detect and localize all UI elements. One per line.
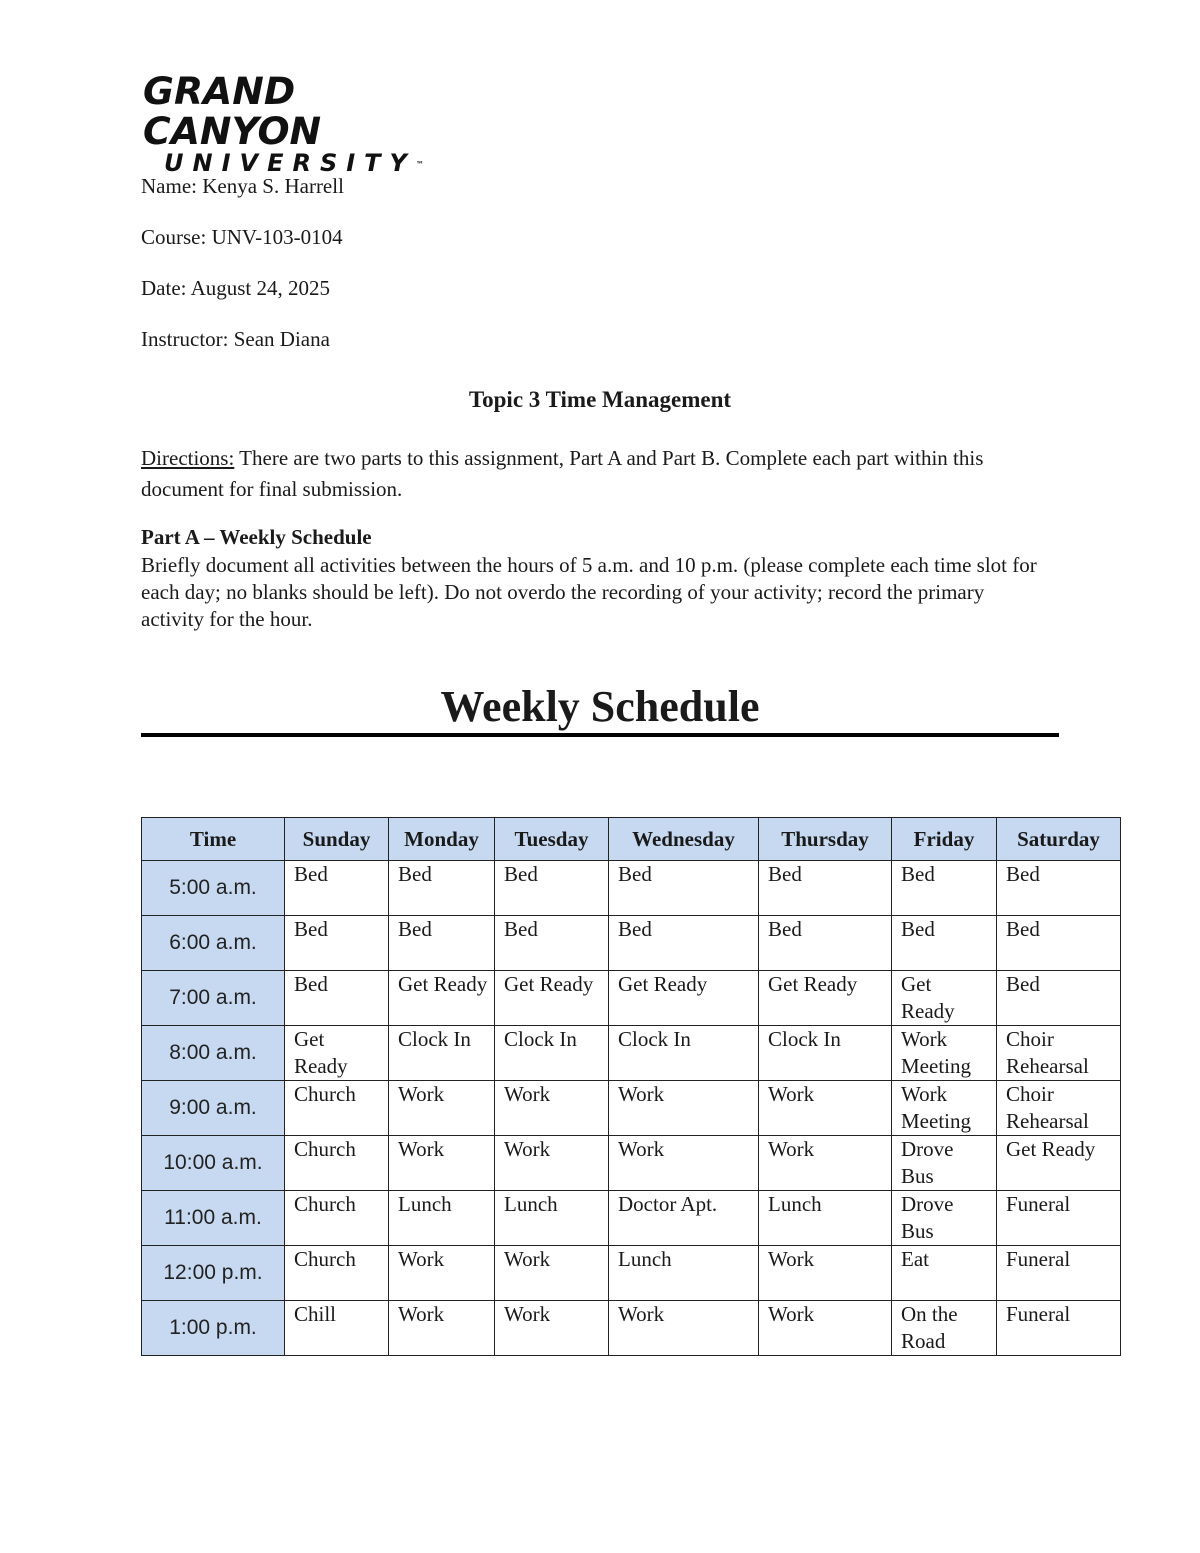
activity-cell: Bed	[285, 916, 389, 971]
activity-cell: Work	[609, 1136, 759, 1191]
table-row	[142, 1026, 1121, 1081]
activity-cell: Get Ready	[609, 971, 759, 1026]
activity-cell: Work	[759, 1301, 892, 1356]
activity-cell: Bed	[389, 916, 495, 971]
activity-cell: Get Ready	[495, 971, 609, 1026]
activity-cell: Bed	[285, 971, 389, 1026]
activity-cell: Bed	[892, 861, 997, 916]
activity-cell: Eat	[892, 1246, 997, 1301]
column-header-time: Time	[142, 818, 285, 861]
directions-paragraph	[141, 443, 1071, 505]
directions-text: There are two parts to this assignment, Part A and Part B. Complete each part within this document for final submission.	[141, 446, 984, 501]
time-slot-cell: 11:00 a.m.	[142, 1191, 285, 1246]
activity-cell: Bed	[997, 916, 1121, 971]
university-logo	[143, 72, 463, 176]
activity-cell: Work	[759, 1081, 892, 1136]
activity-cell: Chill	[285, 1301, 389, 1356]
time-slot-cell: 12:00 p.m.	[142, 1246, 285, 1301]
logo-trademark: ™	[415, 160, 424, 169]
activity-cell: On the Road	[892, 1301, 997, 1356]
activity-cell: Lunch	[495, 1191, 609, 1246]
time-slot-cell: 6:00 a.m.	[142, 916, 285, 971]
activity-cell: Church	[285, 1191, 389, 1246]
activity-cell: Doctor Apt.	[609, 1191, 759, 1246]
activity-cell: Bed	[609, 916, 759, 971]
activity-cell: Funeral	[997, 1246, 1121, 1301]
table-row	[142, 861, 1121, 916]
activity-cell: Work	[495, 1081, 609, 1136]
table-row	[142, 1081, 1121, 1136]
activity-cell: Choir Rehearsal	[997, 1081, 1121, 1136]
activity-cell: Work	[609, 1301, 759, 1356]
table-row	[142, 1136, 1121, 1191]
course-code: Course: UNV-103-0104	[141, 225, 343, 249]
activity-cell: Work	[495, 1136, 609, 1191]
column-header-monday: Monday	[389, 818, 495, 861]
activity-cell: Bed	[997, 861, 1121, 916]
time-slot-cell: 5:00 a.m.	[142, 861, 285, 916]
weekly-schedule-title: Weekly Schedule	[440, 682, 760, 731]
activity-cell: Funeral	[997, 1191, 1121, 1246]
activity-cell: Work	[389, 1301, 495, 1356]
table-body	[142, 861, 1121, 1356]
activity-cell: Bed	[759, 861, 892, 916]
activity-cell: Lunch	[759, 1191, 892, 1246]
time-slot-cell: 8:00 a.m.	[142, 1026, 285, 1081]
activity-cell: Church	[285, 1246, 389, 1301]
table-row	[142, 971, 1121, 1026]
activity-cell: Bed	[997, 971, 1121, 1026]
activity-cell: Church	[285, 1136, 389, 1191]
time-slot-cell: 7:00 a.m.	[142, 971, 285, 1026]
time-slot-cell: 10:00 a.m.	[142, 1136, 285, 1191]
topic-title: Topic 3 Time Management	[468, 387, 732, 412]
table-row	[142, 1301, 1121, 1356]
title-underline-rule	[141, 733, 1059, 737]
activity-cell: Bed	[285, 861, 389, 916]
activity-cell: Drove Bus	[892, 1136, 997, 1191]
activity-cell: Bed	[759, 916, 892, 971]
activity-cell: Get Ready	[389, 971, 495, 1026]
part-a-heading: Part A – Weekly Schedule	[141, 525, 372, 549]
table-row	[142, 1191, 1121, 1246]
table-row	[142, 1246, 1121, 1301]
activity-cell: Clock In	[389, 1026, 495, 1081]
column-header-sunday: Sunday	[285, 818, 389, 861]
table-header-row	[142, 818, 1121, 861]
logo-line-grand-canyon: GRAND CANYON	[143, 70, 322, 153]
activity-cell: Work	[389, 1136, 495, 1191]
table-row	[142, 916, 1121, 971]
activity-cell: Get Ready	[892, 971, 997, 1026]
activity-cell: Work	[609, 1081, 759, 1136]
logo-line-university	[164, 150, 463, 176]
activity-cell: Work Meeting	[892, 1026, 997, 1081]
activity-cell: Work Meeting	[892, 1081, 997, 1136]
column-header-saturday: Saturday	[997, 818, 1121, 861]
activity-cell: Bed	[389, 861, 495, 916]
logo-university-text: UNIVERSITY	[164, 149, 416, 177]
activity-cell: Work	[495, 1301, 609, 1356]
activity-cell: Lunch	[609, 1246, 759, 1301]
activity-cell: Choir Rehearsal	[997, 1026, 1121, 1081]
time-slot-cell: 9:00 a.m.	[142, 1081, 285, 1136]
activity-cell: Church	[285, 1081, 389, 1136]
activity-cell: Bed	[609, 861, 759, 916]
activity-cell: Get Ready	[285, 1026, 389, 1081]
activity-cell: Get Ready	[759, 971, 892, 1026]
column-header-tuesday: Tuesday	[495, 818, 609, 861]
column-header-wednesday: Wednesday	[609, 818, 759, 861]
activity-cell: Work	[759, 1246, 892, 1301]
activity-cell: Funeral	[997, 1301, 1121, 1356]
submission-date: Date: August 24, 2025	[141, 276, 330, 300]
student-name: Name: Kenya S. Harrell	[141, 174, 344, 198]
activity-cell: Bed	[495, 861, 609, 916]
activity-cell: Lunch	[389, 1191, 495, 1246]
activity-cell: Clock In	[609, 1026, 759, 1081]
activity-cell: Get Ready	[997, 1136, 1121, 1191]
activity-cell: Bed	[495, 916, 609, 971]
column-header-friday: Friday	[892, 818, 997, 861]
time-slot-cell: 1:00 p.m.	[142, 1301, 285, 1356]
activity-cell: Work	[389, 1081, 495, 1136]
activity-cell: Work	[759, 1136, 892, 1191]
column-header-thursday: Thursday	[759, 818, 892, 861]
activity-cell: Clock In	[495, 1026, 609, 1081]
activity-cell: Drove Bus	[892, 1191, 997, 1246]
weekly-schedule-table	[141, 817, 1121, 1356]
instructor-name: Instructor: Sean Diana	[141, 327, 330, 351]
activity-cell: Bed	[892, 916, 997, 971]
activity-cell: Work	[495, 1246, 609, 1301]
activity-cell: Clock In	[759, 1026, 892, 1081]
activity-cell: Work	[389, 1246, 495, 1301]
part-a-instructions: Briefly document all activities between the hours of 5 a.m. and 10 p.m. (please complete each time slot for each day; no blanks should be left). Do not overdo the recording of your activity; record the primary activity for the hour.	[141, 553, 1037, 631]
directions-label: Directions:	[141, 446, 235, 470]
